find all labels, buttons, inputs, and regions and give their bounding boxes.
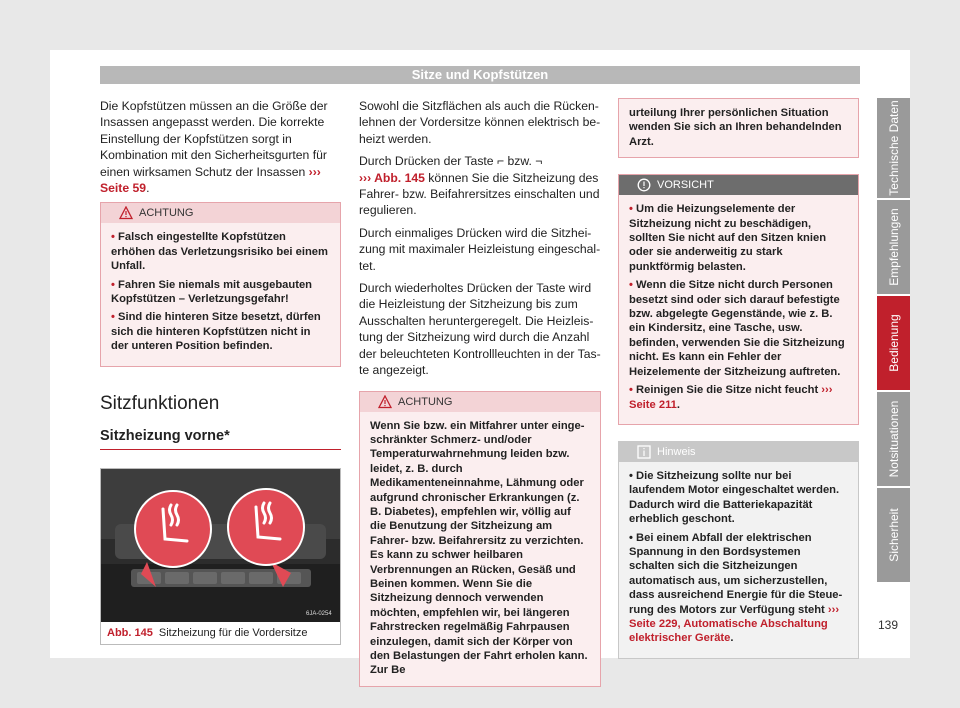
warning-body: Wenn Sie bzw. ein Mitfahrer unter eingeschränkter Schmerz- und/oder Temperaturwahrnehmung leiden bzw. leidet, z. B. durch Medikamenteneinnahme, Lähmung oder aufgrund chronischer Erkrankungen (z. B. Diabetes), empfehlen wir, völlig auf die Benutzung der Sitzheizung am Fahrer- bzw. Beifahrersitz zu verzichten. Es kann zu schwer heilbaren Verbrennungen an Rücken, Gesäß und Beinen kommen. Wenn Sie die Sitzheizung dennoch verwenden möchten, empfehlen wir, bei längeren Fahrstrecken regelmäßig Fahrpausen einzulegen, damit sich der Körper von den Belastungen der Fahrt erholen kann. Zur Be (360, 412, 600, 686)
caution-item-text: Reinigen Sie die Sitze nicht feucht (636, 384, 819, 397)
figure-label: Abb. 145 (107, 626, 153, 639)
warning-box-seat-heating (359, 391, 601, 687)
note-header (619, 442, 858, 462)
warning-body-continued: urteilung Ihrer persönlichen Situation wenden Sie sich an Ihren behandelnden Arzt. (619, 99, 858, 157)
intro-link[interactable]: ››› Seite 59 (100, 164, 321, 196)
paragraph: Sowohl die Sitzflächen als auch die Rückenlehnen der Vordersitze können elektrisch beheizt werden. (359, 99, 601, 146)
info-icon (637, 445, 651, 459)
figure-caption-text: Sitzheizung für die Vordersitze (158, 626, 308, 639)
caution-circle-icon (637, 178, 651, 192)
figure-seat-heating (100, 468, 341, 645)
sidetab-label: Technische Daten (886, 100, 901, 196)
sidetab-sicherheit[interactable] (877, 486, 910, 582)
paragraph (359, 153, 601, 219)
sidetab-technische-daten[interactable] (877, 98, 910, 198)
warning-item-text: Falsch eingestellte Kopfstützen erhöhen das Verletzungsrisiko bei einem Unfall. (111, 231, 328, 273)
page-header: Sitze und Kopfstützen (100, 66, 860, 84)
column-3 (618, 98, 859, 659)
sidetab-notsituationen[interactable] (877, 390, 910, 486)
caution-box (618, 174, 859, 425)
note-link[interactable]: ››› Seite 229, Automatische Abschaltung elektrischer Geräte (629, 603, 840, 645)
seat-heating-right-icon: ¬ (535, 154, 543, 169)
sidetab-label: Empfehlungen (886, 208, 901, 286)
text: Durch Drücken der Taste (359, 154, 494, 169)
note-item: • Bei einem Abfall der elektrischen Spannung in den Bordsystemen schalten sich die Sitzheizungen automatisch aus, um sicherzustellen, dass ausreichend Energie für die Steuerung des Motors zur Verfügung steht ››› Seite 229, Automatische Abschaltung elektrischer Geräte. (629, 531, 843, 645)
warning-box-continued (618, 98, 859, 158)
paragraph: Durch einmaliges Drücken wird die Sitzheizung mit maximaler Heizleistung eingeschaltet. (359, 225, 601, 273)
figure-link[interactable]: ››› Abb. 145 (359, 170, 425, 185)
caution-header (619, 175, 858, 195)
seat-heating-illustration (101, 469, 340, 622)
sidetab-label: Bedienung (886, 314, 901, 372)
caution-end: . (676, 398, 681, 411)
caution-item-text: Um die Heizungselemente der Sitzheizung nicht zu beschädigen, sollten Sie nicht auf den Sitzen knien oder sie anderweitig zu stark punktförmig belasten. (629, 203, 827, 273)
column-1 (100, 98, 341, 645)
warning-body (101, 223, 340, 365)
warning-header (360, 392, 600, 412)
note-item: • Die Sitzheizung sollte nur bei laufendem Motor eingeschaltet werden. Dadurch wird die Batteriekapazität erheblich geschont. (629, 469, 840, 526)
note-title: Hinweis (657, 445, 696, 458)
warning-item: • Sind die hinteren Sitze besetzt, dürfen sich die hinteren Kopfstützen nicht in der unteren Position befinden. (111, 311, 321, 353)
text: können Sie die Sitzheizung des Fahrer- bzw. Beifahrersitzes einschalten und regulieren. (359, 170, 600, 218)
figure-caption (101, 622, 340, 644)
note-box (618, 441, 859, 659)
seat-heating-left-icon: ⌐ (496, 154, 505, 169)
warning-title: ACHTUNG (398, 395, 453, 408)
warning-title: ACHTUNG (139, 207, 194, 220)
warning-item: • Falsch eingestellte Kopfstützen erhöhen das Verletzungsrisiko bei einem Unfall. (111, 231, 328, 273)
caution-link[interactable]: ››› Seite 211 (629, 384, 833, 411)
caution-title: VORSICHT (657, 179, 714, 192)
warning-triangle-icon (378, 395, 392, 409)
paragraph: Durch wiederholtes Drücken der Taste wird die Heizleistung der Sitzheizung bis zum Ausschalten heruntergeregelt. Die Heizleistung der Sitzheizung wird durch die Anzahl der beleuchteten Kontrollleuchten in der Taste angezeigt. (359, 281, 601, 378)
sidetab-bedienung[interactable] (877, 294, 910, 390)
warning-triangle-icon (119, 206, 133, 220)
page-number: 139 (878, 618, 899, 632)
sidetab-empfehlungen[interactable] (877, 198, 910, 294)
caution-item-text: Wenn die Sitze nicht durch Personen besetzt sind oder sich darauf befestigte bzw. abgelegte Gegenstände, wie z. B. ein Kindersitz, eine Tasche, usw. befinden, verwenden Sie die Sitzheizung nicht. Es kann ein Fehler der Heizelemente der Sitzheizung auftreten. (629, 279, 845, 378)
warning-box-headrests (100, 202, 341, 366)
caution-item: • Reinigen Sie die Sitze nicht feucht ››› Seite 211. (629, 384, 833, 411)
figure-code: 6JA-0254 (306, 610, 332, 617)
warning-item-text: Fahren Sie niemals mit ausgebauten Kopfstützen – Verletzungsgefahr! (111, 278, 313, 306)
note-end: . (730, 632, 734, 645)
text: bzw. (507, 154, 532, 169)
subsection-title: Sitzheizung vorne* (100, 427, 341, 450)
warning-item-text: Sind die hinteren Sitze besetzt, dürfen sich die hinteren Kopfstützen nicht in der unteren Position befinden. (111, 311, 321, 353)
sidetab-label: Notsituationen (886, 400, 901, 478)
seat-heating-photo (101, 469, 340, 622)
intro-end: . (146, 181, 150, 196)
caution-body (619, 195, 858, 424)
caution-item: • Um die Heizungselemente der Sitzheizung nicht zu beschädigen, sollten Sie nicht auf den Sitzen knien oder sie anderweitig zu stark punktförmig belasten. (629, 203, 827, 273)
column-2 (359, 98, 601, 687)
warning-item: • Fahren Sie niemals mit ausgebauten Kopfstützen – Verletzungsgefahr! (111, 278, 313, 306)
note-body (619, 462, 858, 658)
section-title: Sitzfunktionen (100, 392, 220, 414)
intro-paragraph (100, 98, 341, 196)
warning-header (101, 203, 340, 223)
note-item-text: Bei einem Abfall der elektrischen Spannung in den Bordsystemen schalten sich die Sitzheizungen automatisch aus, um sicherzustellen, dass ausreichend Energie für die Steuerung des Motors zur Verfügung steht (629, 531, 843, 616)
caution-item: • Wenn die Sitze nicht durch Personen besetzt sind oder sich darauf befestigte bzw. abgelegte Gegenstände, wie z. B. ein Kindersitz, eine Tasche, usw. befinden, verwenden Sie die Sitzheizung nicht. Es kann ein Fehler der Heizelemente der Sitzheizung auftreten. (629, 279, 845, 378)
note-item-text: Die Sitzheizung sollte nur bei laufendem Motor eingeschaltet werden. Dadurch wird die Batteriekapazität erheblich geschont. (629, 469, 840, 526)
sidetab-label: Sicherheit (886, 508, 901, 562)
intro-text: Die Kopfstützen müssen an die Größe der Insassen angepasst werden. Die korrekte Einstellung der Kopfstützen sorgt in Kombination mit den Sicherheitsgurten für einen wirksamen Schutz der Insassen (100, 99, 328, 179)
